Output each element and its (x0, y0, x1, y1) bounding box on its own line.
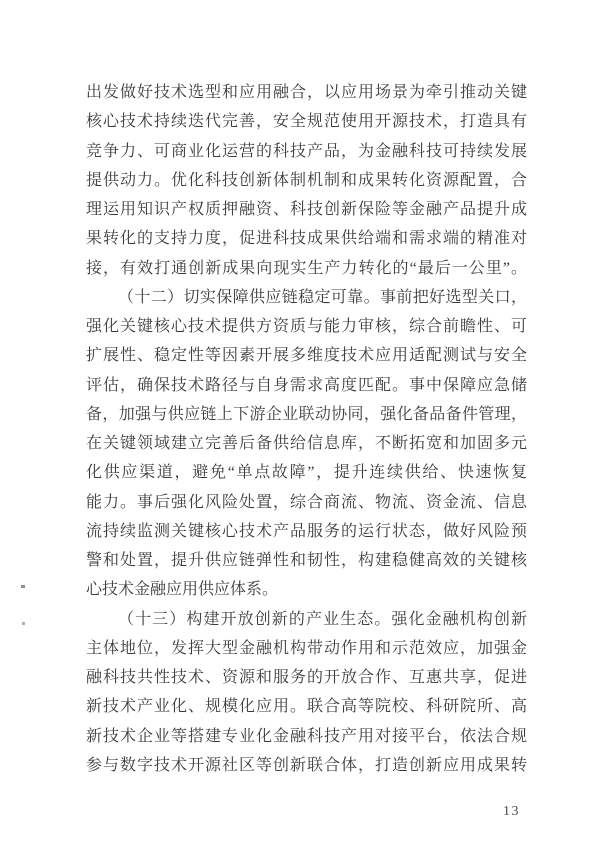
text-line: 主体地位，发挥大型金融机构带动作用和示范效应，加强金 (86, 639, 527, 657)
text-line: 强化关键核心技术提供方资质与能力审核，综合前瞻性、可 (86, 318, 527, 335)
scan-speck (21, 585, 25, 588)
text-line: 新技术产业化、规模化应用。联合高等院校、科研院所、高 (86, 698, 527, 716)
text-line: 备，加强与供应链上下游企业联动协同，强化备品备件管理， (86, 405, 527, 423)
text-line: 化供应渠道，避免“单点故障”，提升连续供给、快速恢复 (86, 464, 527, 482)
page-number: 13 (503, 804, 520, 819)
text-line-paragraph-12-end: 心技术金融应用供应体系。 (86, 581, 279, 599)
text-line: 出发做好技术选型和应用融合，以应用场景为牵引推动关键 (86, 84, 527, 101)
text-line: 新技术企业等搭建专业化金融科技产用对接平台，依法合规 (86, 727, 527, 745)
text-line: 融科技共性技术、资源和服务的开放合作、互惠共享，促进 (86, 669, 527, 686)
text-line: 能力。事后强化风险处置，综合商流、物流、资金流、信息 (86, 493, 527, 511)
text-line: 提供动力。优化科技创新体制机制和成果转化资源配置，合 (86, 171, 527, 189)
text-line: 竞争力、可商业化运营的科技产品，为金融科技可持续发展 (86, 142, 527, 160)
text-line: 理运用知识产权质押融资、科技创新保险等金融产品提升成 (86, 201, 527, 218)
text-line: 参与数字技术开源社区等创新联合体，打造创新应用成果转 (86, 756, 527, 774)
scan-speck (22, 622, 25, 625)
text-line-paragraph-12-start: （十二）切实保障供应链稳定可靠。事前把好选型关口， (118, 288, 527, 306)
text-line: 接，有效打通创新成果向现实生产力转化的“最后一公里”。 (86, 259, 527, 277)
text-line: 果转化的支持力度，促进科技成果供给端和需求端的精准对 (86, 230, 527, 248)
text-line-paragraph-13-start: （十三）构建开放创新的产业生态。强化金融机构创新 (118, 610, 527, 628)
text-line: 流持续监测关键核心技术产品服务的运行状态，做好风险预 (86, 522, 527, 540)
text-line: 核心技术持续迭代完善，安全规范使用开源技术，打造具有 (86, 113, 527, 131)
text-line: 在关键领域建立完善后备供给信息库，不断拓宽和加固多元 (86, 435, 527, 452)
text-line: 评估，确保技术路径与自身需求高度匹配。事中保障应急储 (86, 376, 527, 394)
text-line: 扩展性、稳定性等因素开展多维度技术应用适配测试与安全 (86, 347, 527, 365)
text-line: 警和处置，提升供应链弹性和韧性，构建稳健高效的关键核 (86, 552, 527, 569)
document-text-block (86, 78, 527, 780)
